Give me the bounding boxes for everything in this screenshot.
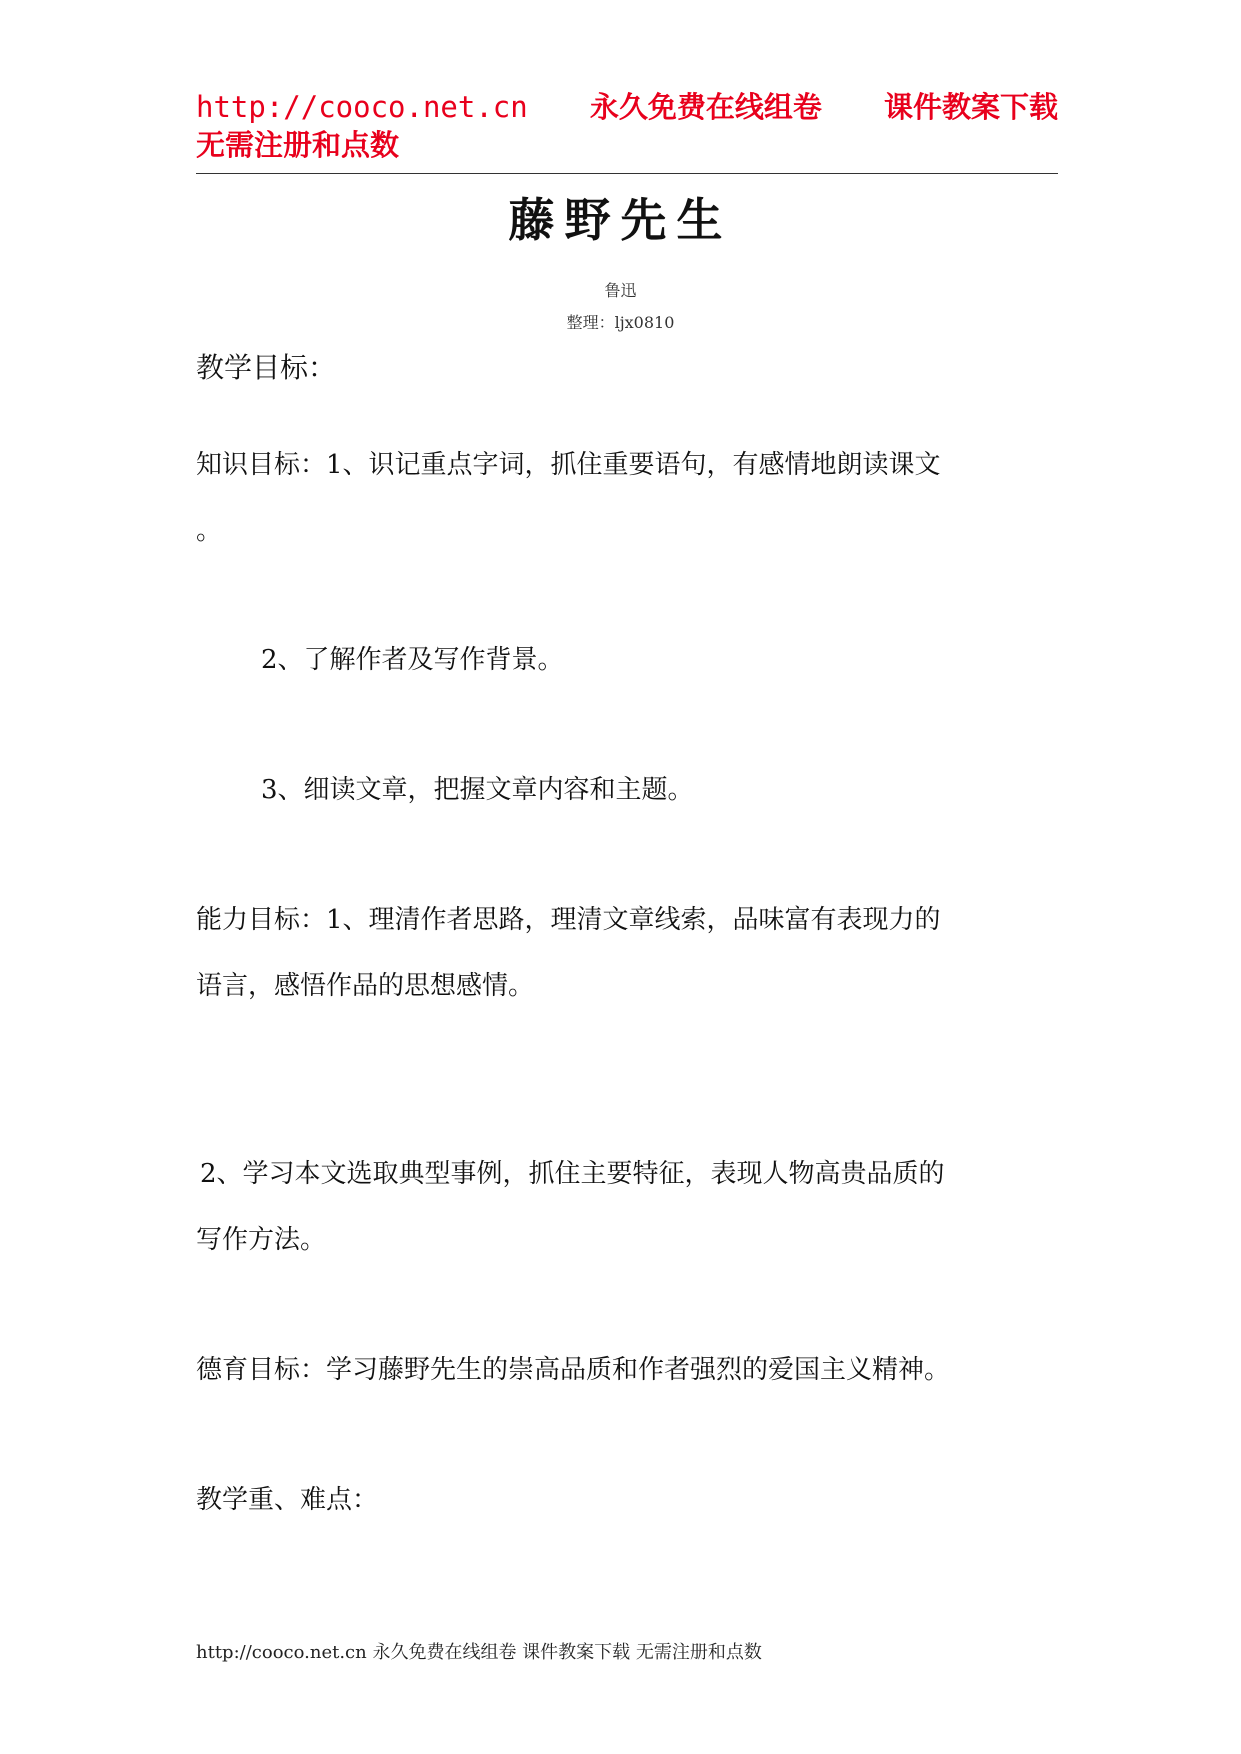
paragraph-knowledge-goal-1-end: 。 [196, 516, 223, 546]
header-line-1 [196, 88, 1058, 126]
document-author: 鲁迅 [604, 281, 637, 300]
header-slogan-free: 永久免费在线组卷 [589, 90, 822, 124]
header-slogan-download: 课件教案下载 [883, 90, 1058, 124]
page-footer: http://cooco.net.cn 永久免费在线组卷 课件教案下载 无需注册和点数 [196, 1642, 762, 1663]
header-divider [196, 173, 1058, 174]
section-heading-goals: 教学目标： [196, 351, 337, 384]
section-heading-key-points: 教学重、难点： [196, 1485, 379, 1515]
header-slogan-no-register: 无需注册和点数 [196, 128, 400, 162]
paragraph-knowledge-goal-3: 3、细读文章，把握文章内容和主题。 [261, 775, 694, 805]
paragraph-ability-goal-1: 能力目标：1、理清作者思路，理清文章线索，品味富有表现力的 [196, 905, 941, 935]
document-editor: 整理：ljx0810 [566, 313, 675, 332]
paragraph-ability-goal-1-cont: 语言，感悟作品的思想感情。 [196, 971, 535, 1001]
paragraph-knowledge-goal-2: 2、了解作者及写作背景。 [261, 645, 564, 675]
paragraph-ability-goal-2: 2、学习本文选取典型事例，抓住主要特征，表现人物高贵品质的 [200, 1159, 945, 1189]
document-title: 藤野先生 [508, 193, 733, 247]
paragraph-knowledge-goal-1: 知识目标：1、识记重点字词，抓住重要语句，有感情地朗读课文 [196, 450, 941, 480]
site-header [196, 88, 1058, 164]
paragraph-ability-goal-2-cont: 写作方法。 [196, 1225, 327, 1255]
header-url-link[interactable]: http://cooco.net.cn [196, 90, 528, 124]
paragraph-moral-goal: 德育目标：学习藤野先生的崇高品质和作者强烈的爱国主义精神。 [196, 1355, 951, 1385]
